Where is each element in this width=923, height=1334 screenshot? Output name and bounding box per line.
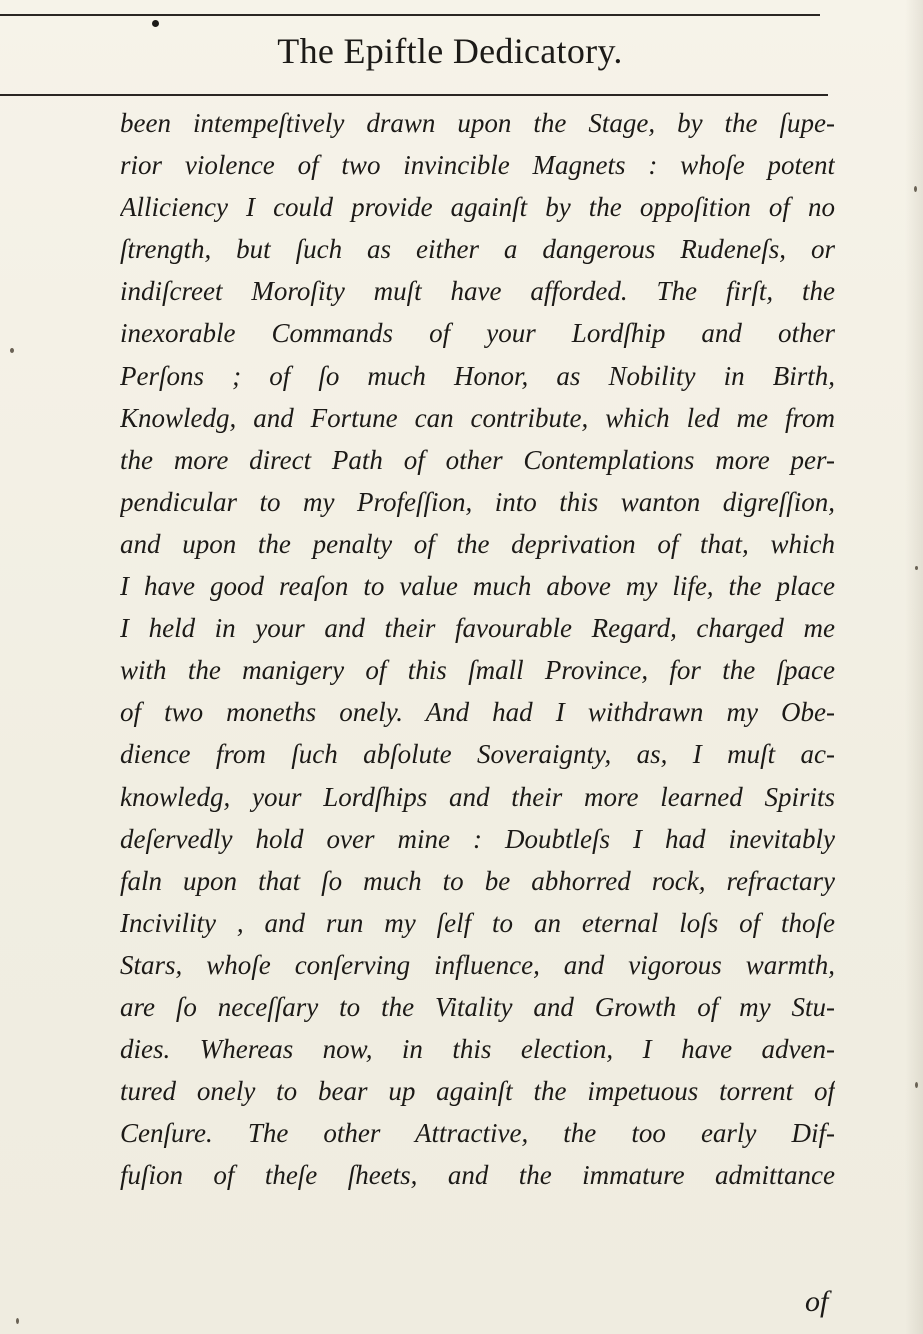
paper-speck bbox=[915, 1082, 918, 1088]
text-line: the more direct Path of other Contemplations more per- bbox=[120, 444, 835, 475]
text-line: of two moneths onely. And had I withdrawn my Obe- bbox=[120, 697, 835, 728]
text-line: rior violence of two invincible Magnets : whoſe potent bbox=[120, 150, 835, 181]
text-line: faln upon that ſo much to be abhorred rock, refractary bbox=[120, 865, 835, 896]
text-line: deſervedly hold over mine : Doubtleſs I had inevitably bbox=[120, 823, 835, 854]
text-line: dies. Whereas now, in this election, I have adven- bbox=[120, 1034, 835, 1065]
paper-speck bbox=[10, 348, 14, 353]
catchword: of bbox=[805, 1285, 829, 1318]
text-line: been intempeſtively drawn upon the Stage, by the ſupe- bbox=[120, 108, 835, 138]
text-line: dience from ſuch abſolute Soveraignty, as, I muſt ac- bbox=[120, 739, 835, 770]
text-line: Alliciency I could provide againſt by the oppoſition of no bbox=[120, 192, 835, 223]
dedication-text bbox=[120, 102, 835, 1196]
paper-speck bbox=[914, 186, 917, 192]
header-rule-top bbox=[0, 14, 820, 16]
text-line: Cenſure. The other Attractive, the too early Dif- bbox=[120, 1118, 835, 1149]
text-line: Perſons ; of ſo much Honor, as Nobility in Birth, bbox=[120, 360, 835, 391]
text-line: and upon the penalty of the deprivation of that, which bbox=[120, 528, 835, 559]
text-line: pendicular to my Profeſſion, into this wanton digreſſion, bbox=[120, 486, 835, 517]
page-edge-shadow bbox=[905, 0, 923, 1334]
text-line: inexorable Commands of your Lordſhip and other bbox=[120, 318, 835, 349]
text-line: I have good reaſon to value much above my life, the place bbox=[120, 571, 835, 602]
text-line: knowledg, your Lordſhips and their more learned Spirits bbox=[120, 781, 835, 812]
text-line: indiſcreet Moroſity muſt have afforded. The firſt, the bbox=[120, 276, 835, 307]
paper-speck bbox=[915, 566, 918, 570]
text-line: fuſion of theſe ſheets, and the immature admittance bbox=[120, 1160, 835, 1191]
text-line: I held in your and their favourable Regard, charged me bbox=[120, 613, 835, 644]
text-line: are ſo neceſſary to the Vitality and Growth of my Stu- bbox=[120, 991, 835, 1022]
text-line: Stars, whoſe conſerving influence, and vigorous warmth, bbox=[120, 949, 835, 980]
paper-speck bbox=[16, 1318, 19, 1324]
text-line: Incivility , and run my ſelf to an eternal loſs of thoſe bbox=[120, 907, 835, 938]
text-line: Knowledg, and Fortune can contribute, which led me from bbox=[120, 402, 835, 433]
running-header: The Epiftle Dedicatory. bbox=[277, 31, 623, 71]
text-line: with the manigery of this ſmall Province, for the ſpace bbox=[120, 655, 835, 686]
text-line: tured onely to bear up againſt the impetuous torrent of bbox=[120, 1076, 835, 1107]
text-line: ſtrength, but ſuch as either a dangerous Rudeneſs, or bbox=[120, 234, 835, 265]
header-rule-bottom bbox=[0, 94, 828, 96]
